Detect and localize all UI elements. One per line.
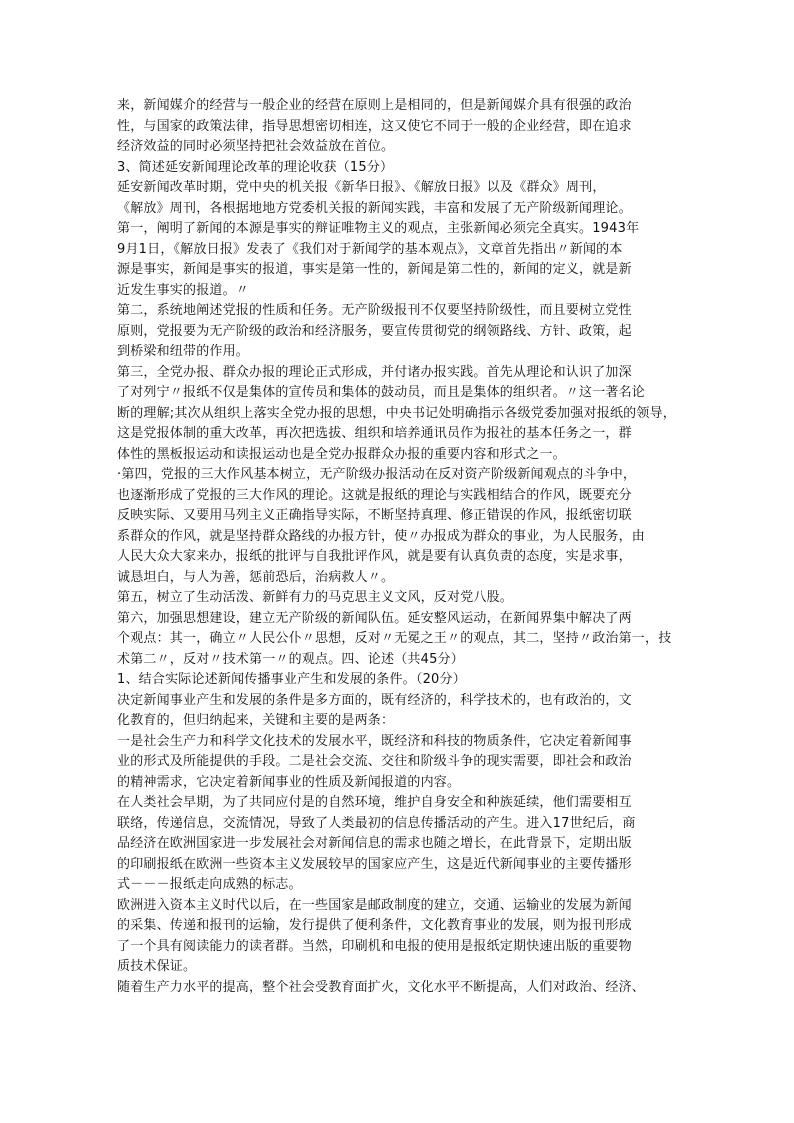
text-line: 的印刷报纸在欧洲一些资本主义发展较早的国家应产生，这是近代新闻事业的主要传播形 — [117, 856, 632, 872]
text-line: 在人类社会早期，为了共同应付是的自然环境，维护自身安全和种族延续，他们需要相互 — [117, 795, 632, 810]
text-line: 了一个具有阅读能力的读者群。当然，印刷机和电报的使用是报纸定期快速出版的重要物 — [117, 938, 632, 954]
text-line: 性，与国家的政策法律，指导思想密切相连，这又使它不同于一般的企业经营，即在追求 — [117, 118, 632, 134]
text-line: 断的理解;其次从组织上落实全党办报的思想，中央书记处明确指示各级党委加强对报纸的领导， — [117, 405, 676, 421]
text-line: 1、结合实际论述新闻传播事业产生和发展的条件。（20分） — [117, 672, 466, 687]
text-line: 这是党报体制的重大改革，再次把选拔、组织和培养通讯员作为报社的基本任务之一，群 — [117, 426, 632, 441]
text-line: 决定新闻事业产生和发展的条件是多方面的，既有经济的，科学技术的，也有政治的，文 — [117, 692, 632, 708]
text-line: 第二，系统地阐述党报的性质和任务。无产阶级报刊不仅要坚持阶级性，而且要树立党性 — [117, 303, 632, 318]
text-line: 诚恳坦白，与人为善，惩前恐后，治病救人〃。 — [117, 569, 395, 585]
text-line: 欧洲进入资本主义时代以后，在一些国家是邮政制度的建立，交通、运输业的发展为新闻 — [117, 897, 632, 913]
text-line: 第一，阐明了新闻的本源是事实的辩证唯物主义的观点，主张新闻必须完全真实。1943年 — [117, 221, 640, 236]
text-line: 人民大众大家来办，报纸的批评与自我批评作风，就是要有认真负责的态度，实是求事， — [117, 549, 632, 564]
text-line: 经济效益的同时必须坚持把社会效益放在首位。 — [117, 139, 395, 154]
text-line: 体性的黑板报运动和读报运动也是全党办报群众办报的重要内容和形式之一。 — [117, 446, 566, 462]
text-line: 了对列宁〃报纸不仅是集体的宣传员和集体的鼓动员，而且是集体的组织者。〃这一著名论 — [117, 385, 646, 400]
document-page — [117, 96, 683, 998]
text-line: 9月1日，《解放日报》发表了《我们对于新闻学的基本观点》，文章首先指出〃新闻的本 — [117, 241, 623, 257]
text-line: 第五，树立了生动活泼、新鲜有力的马克思主义文风，反对党八股。 — [117, 590, 514, 605]
text-line: 化教育的，但归纳起来，关键和主要的是两条： — [117, 713, 395, 728]
text-line: 质技术保证。 — [117, 959, 197, 974]
text-line: 业的形式及所能提供的手段。二是社会交流、交往和阶级斗争的现实需要，即社会和政治 — [117, 754, 632, 769]
text-line: ·第四，党报的三大作风基本树立，无产阶级办报活动在反对资产阶级新闻观点的斗争中， — [117, 467, 637, 482]
text-line: 到桥梁和纽带的作用。 — [117, 344, 250, 359]
text-line: 第六，加强思想建设，建立无产阶级的新闻队伍。延安整风运动，在新闻界集中解决了两 — [117, 610, 632, 626]
text-line: 《解放》周刊，各根据地地方党委机关报的新闻实践，丰富和发展了无产阶级新闻理论。 — [117, 200, 632, 216]
text-line: 术第二〃，反对〃技术第一〃的观点。四、论述（共45分） — [117, 651, 464, 667]
text-line: 近发生事实的报道。〃 — [117, 282, 250, 298]
text-line: 系群众的作风，就是坚持群众路线的办报方针，使〃办报成为群众的事业，为人民服务，由 — [117, 528, 646, 544]
text-line: 联络，传递信息，交流情况，导致了人类最初的信息传播活动的产生。进入17世纪后，商 — [117, 815, 636, 831]
text-line: 的精神需求，它决定着新闻事业的性质及新闻报道的内容。 — [117, 774, 461, 790]
text-line: 延安新闻改革时期，党中央的机关报《新华日报》、《解放日报》以及《群众》周刊， — [117, 180, 606, 195]
text-line: 随着生产力水平的提高，整个社会受教育面扩火，文化水平不断提高，人们对政治、经济、 — [117, 979, 646, 995]
text-line: 原则，党报要为无产阶级的政治和经济服务，要宣传贯彻党的纲领路线、方针、政策，起 — [117, 323, 632, 339]
text-line: 3、简述延安新闻理论改革的理论收获（15分） — [117, 159, 394, 175]
text-line: 一是社会生产力和科学文化技术的发展水平，既经济和科技的物质条件，它决定着新闻事 — [117, 733, 632, 749]
text-line: 第三，全党办报、群众办报的理论正式形成，并付诸办报实践。首先从理论和认识了加深 — [117, 364, 632, 380]
text-line: 反映实际、又要用马列主义正确指导实际，不断坚持真理、修正错误的作风，报纸密切联 — [117, 508, 632, 523]
text-line: 品经济在欧洲国家进一步发展社会对新闻信息的需求也随之增长，在此背景下，定期出版 — [117, 836, 632, 851]
text-line: 也逐渐形成了党报的三大作风的理论。这就是报纸的理论与实践相结合的作风，既要充分 — [117, 487, 632, 503]
text-line: 式－－－报纸走向成熟的标志。 — [117, 877, 302, 892]
text-line: 源是事实，新闻是事实的报道，事实是第一性的，新闻是第二性的，新闻的定义，就是新 — [117, 262, 632, 277]
text-line: 个观点：其一，确立〃人民公仆〃思想，反对〃无冕之王〃的观点，其二，坚持〃政治第一，技 — [117, 631, 672, 646]
text-line: 来，新闻媒介的经营与一般企业的经营在原则上是相同的，但是新闻媒介具有很强的政治 — [117, 98, 632, 113]
text-line: 的采集、传递和报刊的运输，发行提供了便利条件，文化教育事业的发展，则为报刊形成 — [117, 918, 632, 933]
